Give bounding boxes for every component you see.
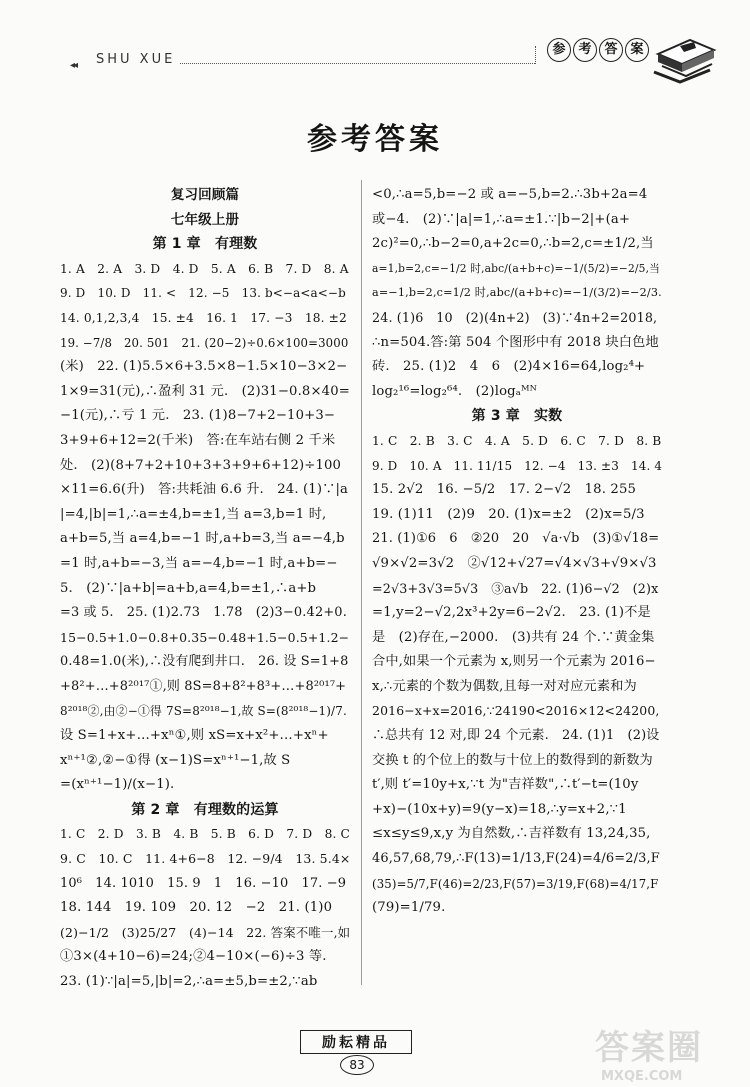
- watermark-url: MXQE.COM: [601, 1069, 683, 1084]
- answer-line: 15−0.5+1.0−0.8+0.35−0.48+1.5−0.5+1.2−: [60, 629, 350, 645]
- answer-line: 是 (2)存在,−2000. (3)共有 24 个.∵黄金集: [372, 629, 655, 645]
- answer-line: t′,则 t′=10y+x,∵t 为"吉祥数",∴t′−t=(10y: [372, 777, 639, 793]
- answer-line: 9. D 10. D 11. < 12. −5 13. b<−a<a<−b: [60, 286, 346, 301]
- page-number: 83: [340, 1055, 374, 1075]
- answer-line: +8²+…+8²⁰¹⁷①,则 8S=8+8²+8³+…+8²⁰¹⁷+: [60, 678, 347, 694]
- left-column: [60, 183, 350, 995]
- arrow-icon: ◂◂: [70, 60, 77, 71]
- answer-line: a+b=5,当 a=4,b=−1 时,a+b=3,当 a=−4,b: [60, 531, 345, 547]
- answer-line: =3 或 5. 25. (1)2.73 1.78 (2)3−0.42+0.: [60, 605, 347, 621]
- answer-line: 处. (2)(8+7+2+10+3+3+9+6+12)÷100: [60, 457, 342, 473]
- answer-line: 8²⁰¹⁸②,由②−①得 7S=8²⁰¹⁸−1,故 S=(8²⁰¹⁸−1)/7.: [60, 704, 347, 719]
- answer-line: ①3×(4+10−6)=24;②4−10×(−6)÷3 等.: [60, 949, 327, 965]
- answer-line: 23. (1)∵|a|=5,|b|=2,∴a=±5,b=±2,∵ab: [60, 974, 318, 989]
- answer-line: a=1,b=2,c=−1/2 时,abc/(a+b+c)=−1/(5/2)=−2/5,当: [372, 261, 660, 275]
- answer-line: 21. (1)①6 6 ②20 20 √a·√b (3)①√18=: [372, 531, 660, 547]
- answer-line: (2)−1/2 (3)25/27 (4)−14 22. 答案不唯一,如: [60, 924, 351, 940]
- answer-line: 合中,如果一个元素为 x,则另一个元素为 2016−: [372, 654, 656, 670]
- answer-line: xⁿ⁺¹②,②−①得 (x−1)S=xⁿ⁺¹−1,故 S: [60, 752, 291, 768]
- part-title: 复习回顾篇: [170, 187, 240, 203]
- answer-line: 2016−x+x=2016,∵24190<2016×12<24200,: [372, 703, 660, 719]
- subject-label: SHU XUE: [96, 52, 176, 67]
- answer-line: 46,57,68,79,∴F(13)=1/13,F(24)=4/6=2/3,F: [372, 851, 660, 867]
- answer-line: a=−1,b=2,c=1/2 时,abc/(a+b+c)=−1/(3/2)=−2/3.: [372, 286, 662, 300]
- answer-line: 交换 t 的个位上的数与十位上的数得到的新数为: [372, 752, 653, 768]
- answer-line: 15. 2√2 16. −5/2 17. 2−√2 18. 255: [372, 482, 637, 498]
- answer-line: =1 时,a+b=−3,当 a=−4,b=−1 时,a+b=−: [60, 555, 338, 571]
- page-header: [0, 0, 750, 100]
- answer-line: ×11=6.6(升) 答:共耗油 6.6 升. 24. (1)∵|a: [60, 482, 349, 498]
- badge-char: 考: [573, 38, 597, 62]
- answer-line: 9. D 10. A 11. 11/15 12. −4 13. ±3 14. 4: [372, 458, 663, 473]
- answer-line: 3+9+6+12=2(千米) 答:在车站右侧 2 千米: [60, 432, 336, 448]
- answer-line: 0.48=1.0(米),∴没有爬到井口. 26. 设 S=1+8: [60, 654, 349, 670]
- answer-line: ≤x≤y≤9,x,y 为自然数,∴吉祥数有 13,24,35,: [372, 826, 651, 842]
- answer-line: x,∴元素的个数为偶数,且每一对对应元素和为: [372, 678, 637, 694]
- page-title: 参考答案: [307, 122, 443, 157]
- header-divider-end: [535, 46, 536, 64]
- answer-line: 1. A 2. A 3. D 4. D 5. A 6. B 7. D 8. A: [60, 261, 349, 276]
- answer-line: 5. (2)∵|a+b|=a+b,a=4,b=±1,∴a+b: [60, 580, 317, 596]
- answer-line: 1×9=31(元),∴盈利 31 元. (2)31−0.8×40=: [60, 383, 350, 399]
- answer-line: log₂¹⁶=log₂⁶⁴. (2)logₐᴹᴺ: [372, 383, 538, 399]
- answer-line: |=4,|b|=1,∴a=±4,b=±1,当 a=3,b=1 时,: [60, 506, 327, 522]
- answer-line: 24. (1)6 10 (2)(4n+2) (3)∵4n+2=2018,: [372, 309, 658, 325]
- column-divider: [361, 180, 362, 985]
- badge-char: 案: [625, 38, 649, 62]
- answer-line: ∴n=504.答:第 504 个图形中有 2018 块白色地: [372, 334, 659, 350]
- books-icon: [650, 26, 720, 86]
- answer-line: −1(元),∴亏 1 元. 23. (1)8−7+2−10+3−: [60, 408, 336, 424]
- answer-line: (米) 22. (1)5.5×6+3.5×8−1.5×10−3×2−: [60, 359, 348, 375]
- answer-line: =2√3+3√3=5√3 ③a√b 22. (1)6−√2 (2)x: [372, 580, 659, 596]
- answer-line: =(xⁿ⁺¹−1)/(x−1).: [60, 777, 175, 793]
- watermark: [595, 1020, 745, 1085]
- header-divider: [180, 63, 535, 64]
- answer-line: 1. C 2. D 3. B 4. B 5. B 6. D 7. D 8. C: [60, 827, 351, 842]
- answer-line: 1. C 2. B 3. C 4. A 5. D 6. C 7. D 8. B: [372, 433, 662, 448]
- answer-line: √9×√2=3√2 ②√12+√27=√4×√3+√9×√3: [372, 555, 657, 571]
- answer-line: 9. C 10. C 11. 4+6−8 12. −9/4 13. 5.4×: [60, 851, 351, 867]
- answer-line: 19. −7/8 20. 501 21. (20−2)÷0.6×100=3000: [60, 335, 349, 350]
- answer-line: +x)−(10x+y)=9(y−x)=18,∴y=x+2,∵1: [372, 801, 627, 817]
- answer-line: 或−4. (2)∵|a|=1,∴a=±1.∵|b−2|+(a+: [372, 211, 631, 227]
- answer-line: 18. 144 19. 109 20. 12 −2 21. (1)0: [60, 900, 333, 916]
- badge-char: 参: [547, 38, 571, 62]
- answer-line: 14. 0,1,2,3,4 15. ±4 16. 1 17. −3 18. ±2: [60, 310, 347, 325]
- answer-line: 设 S=1+x+…+xⁿ①,则 xS=x+x²+…+xⁿ+: [60, 728, 329, 744]
- answer-line: =1,y=2−√2,2x³+2y=6−2√2. 23. (1)不是: [372, 605, 651, 621]
- chapter-heading: 第 1 章 有理数: [152, 236, 258, 253]
- answer-line: 19. (1)11 (2)9 20. (1)x=±2 (2)x=5/3: [372, 506, 645, 522]
- answer-line: 砖. 25. (1)2 4 6 (2)4×16=64,log₂⁴+: [372, 359, 646, 375]
- answer-badge: [547, 38, 649, 62]
- answer-line: ∴总共有 12 对,即 24 个元素. 24. (1)1 (2)设: [372, 728, 660, 744]
- answer-line: 2c)²=0,∴b−2=0,a+2c=0,∴b=2,c=±1/2,当: [372, 236, 654, 252]
- answer-line: 10⁶ 14. 1010 15. 9 1 16. −10 17. −9: [60, 875, 347, 891]
- right-column: [372, 183, 662, 921]
- answer-line: (35)=5/7,F(46)=2/23,F(57)=3/19,F(68)=4/17,F: [372, 876, 659, 891]
- answer-line: <0,∴a=5,b=−2 或 a=−5,b=2.∴3b+2a=4: [372, 187, 648, 202]
- chapter-heading: 第 2 章 有理数的运算: [131, 801, 279, 818]
- brand-logo: 励耘精品: [300, 1030, 412, 1054]
- answer-line: (79)=1/79.: [372, 900, 446, 916]
- grade-title: 七年级上册: [170, 211, 240, 228]
- watermark-text: 答案圈: [595, 1028, 703, 1068]
- badge-char: 答: [599, 38, 623, 62]
- chapter-heading: 第 3 章 实数: [471, 408, 563, 425]
